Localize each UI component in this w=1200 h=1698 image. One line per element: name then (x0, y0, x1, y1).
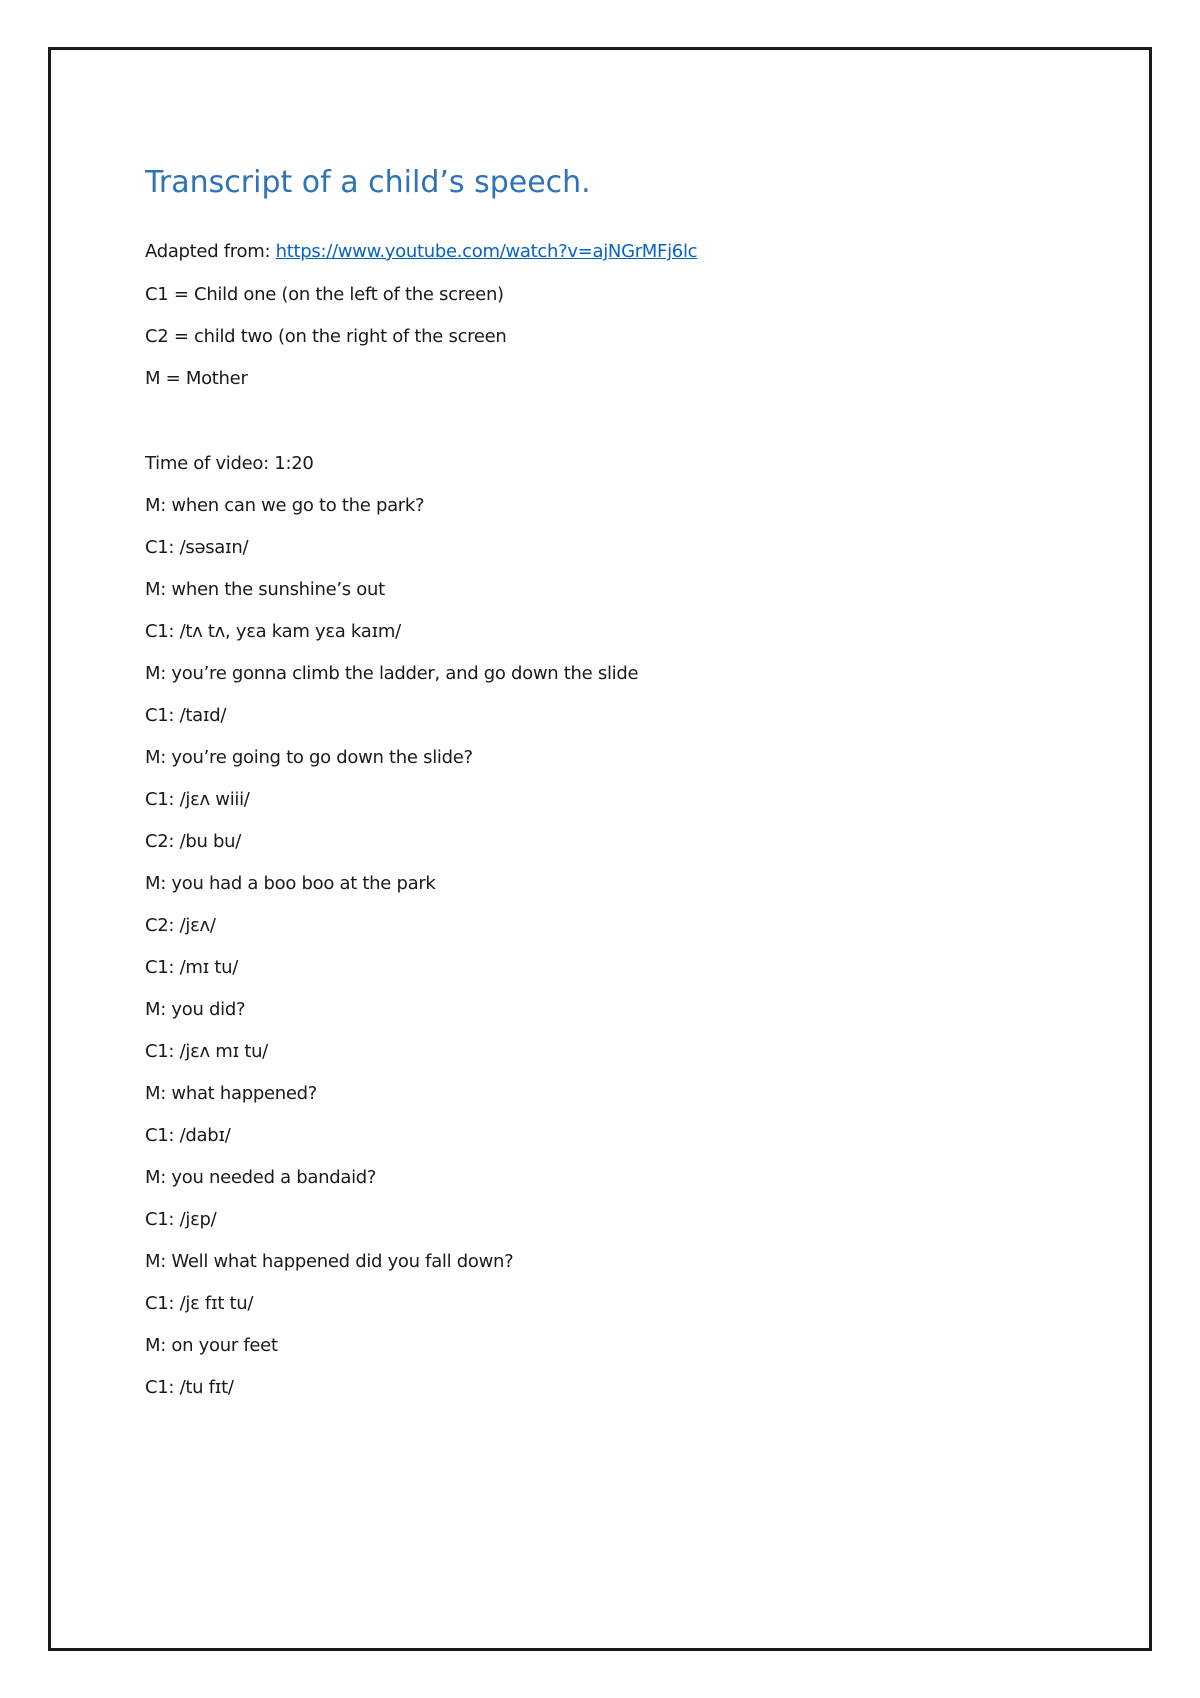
key-child-one: C1 = Child one (on the left of the screen) (145, 284, 504, 305)
transcript-line: C1: /jɛp/ (145, 1209, 217, 1230)
transcript-line: M: when can we go to the park? (145, 495, 425, 516)
transcript-line: C2: /bu bu/ (145, 831, 242, 852)
transcript-line: M: you’re gonna climb the ladder, and go down the slide (145, 663, 639, 684)
source-link[interactable]: https://www.youtube.com/watch?v=ajNGrMFj6lc (275, 241, 698, 262)
transcript-line: C2: /jɛʌ/ (145, 915, 216, 936)
transcript-line: C1: /taɪd/ (145, 705, 227, 726)
transcript-line: M: what happened? (145, 1083, 317, 1104)
transcript-line: C1: /jɛ fɪt tu/ (145, 1293, 254, 1314)
source-line (145, 243, 697, 261)
transcript-line: C1: /jɛʌ wiii/ (145, 789, 250, 810)
transcript-line: M: you’re going to go down the slide? (145, 747, 473, 768)
transcript-line: C1: /mɪ tu/ (145, 957, 239, 978)
transcript-line: M: you had a boo boo at the park (145, 873, 436, 894)
transcript-line: C1: /tu fɪt/ (145, 1377, 234, 1398)
transcript-line: M: when the sunshine’s out (145, 579, 385, 600)
transcript-line: C1: /dabɪ/ (145, 1125, 231, 1146)
transcript-line: C1: /tʌ tʌ, yɛa kam yɛa kaɪm/ (145, 621, 401, 642)
transcript-line: C1: /səsaɪn/ (145, 537, 249, 558)
transcript-line: C1: /jɛʌ mɪ tu/ (145, 1041, 268, 1062)
transcript-line: M: you needed a bandaid? (145, 1167, 377, 1188)
transcript-line: M: on your feet (145, 1335, 278, 1356)
document-title: Transcript of a child’s speech. (145, 165, 591, 200)
source-label: Adapted from: (145, 241, 276, 262)
key-mother: M = Mother (145, 368, 248, 389)
transcript-line: M: you did? (145, 999, 246, 1020)
key-child-two: C2 = child two (on the right of the screen (145, 326, 507, 347)
video-time: Time of video: 1:20 (145, 453, 314, 474)
transcript-line: M: Well what happened did you fall down? (145, 1251, 514, 1272)
